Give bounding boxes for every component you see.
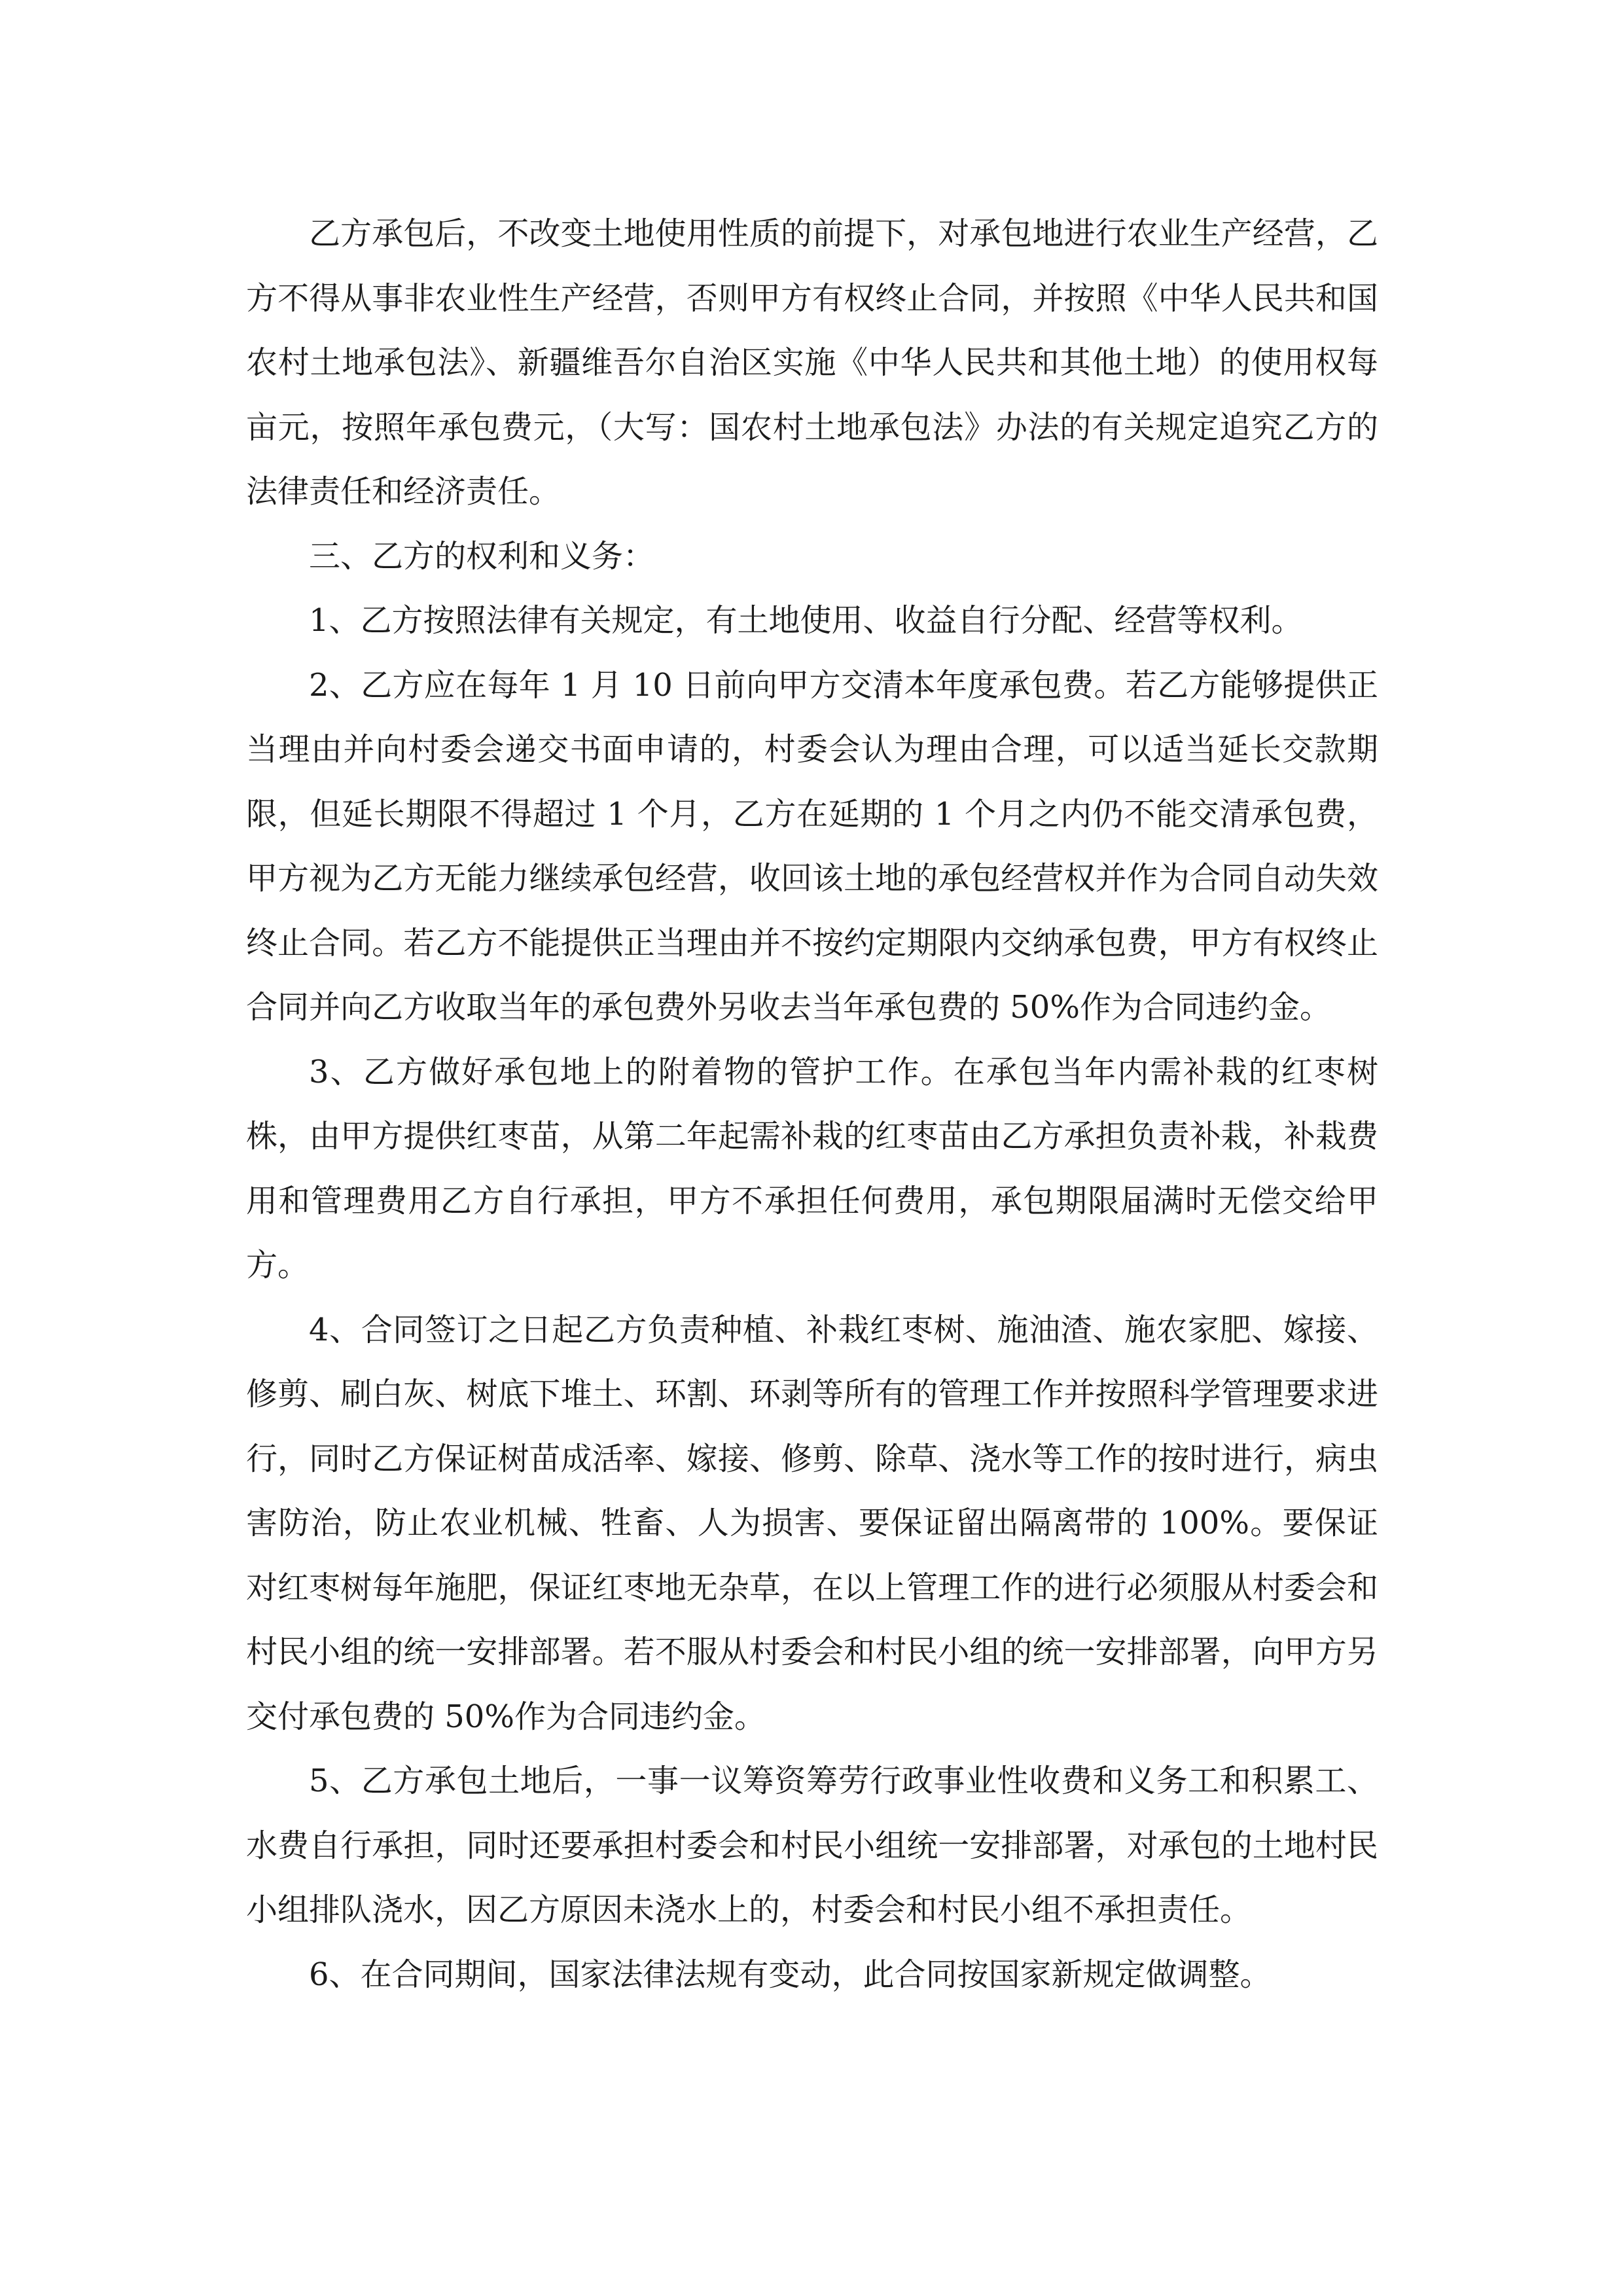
clause-3-attachment-maintenance: 3、乙方做好承包地上的附着物的管护工作。在承包当年内需补栽的红枣树株，由甲方提供红枣苗，从第二年起需补栽的红枣苗由乙方承担负责补栽，补栽费用和管理费用乙方自行承担，甲方不承担任何费用，承包期限届满时无偿交给甲方。 <box>246 1053 1378 1283</box>
clause-1-land-rights: 1、乙方按照法律有关规定，有土地使用、收益自行分配、经营等权利。 <box>309 602 1303 639</box>
clause-5-fees-and-irrigation: 5、乙方承包土地后，一事一议筹资筹劳行政事业性收费和义务工和积累工、水费自行承担，同时还要承担村委会和村民小组统一安排部署，对承包的土地村民小组排队浇水，因乙方原因未浇水上的，村委会和村民小组不承担责任。 <box>246 1763 1378 1928</box>
clause-6-legal-changes: 6、在合同期间，国家法律法规有变动，此合同按国家新规定做调整。 <box>309 1956 1272 1993</box>
paragraph-usage-restrictions: 乙方承包后，不改变土地使用性质的前提下，对承包地进行农业生产经营，乙方不得从事非农业性生产经营，否则甲方有权终止合同，并按照《中华人民共和国农村土地承包法》、新疆维吾尔自治区实施《中华人民共和其他土地）的使用权每亩元，按照年承包费元，（大写：国农村土地承包法》办法的有关规定追究乙方的法律责任和经济责任。 <box>246 215 1378 510</box>
clause-2-payment-terms: 2、乙方应在每年 1 月 10 日前向甲方交清本年度承包费。若乙方能够提供正当理由并向村委会递交书面申请的，村委会认为理由合理，可以适当延长交款期限，但延长期限不得超过 1 个月，乙方在延期的 1 个月之内仍不能交清承包费，甲方视为乙方无能力继续承包经营，收回该土地的承包经营权并作为合同自动失效终止合同。若乙方不能提供正当理由并不按约定期限内交纳承包费，甲方有权终止合同并向乙方收取当年的承包费外另收去当年承包费的 50%作为合同违约金。 <box>246 666 1378 1026</box>
document-body <box>246 202 1378 2007</box>
clause-4-management-duties: 4、合同签订之日起乙方负责种植、补栽红枣树、施油渣、施农家肥、嫁接、修剪、刷白灰、树底下堆土、环割、环剥等所有的管理工作并按照科学管理要求进行，同时乙方保证树苗成活率、嫁接、修剪、除草、浇水等工作的按时进行，病虫害防治，防止农业机械、牲畜、人为损害、要保证留出隔离带的 100%。要保证对红枣树每年施肥，保证红枣地无杂草，在以上管理工作的进行必须服从村委会和村民小组的统一安排部署。若不服从村委会和村民小组的统一安排部署，向甲方另交付承包费的 50%作为合同违约金。 <box>246 1311 1378 1735</box>
section-heading-rights-obligations: 三、乙方的权利和义务： <box>309 537 655 575</box>
